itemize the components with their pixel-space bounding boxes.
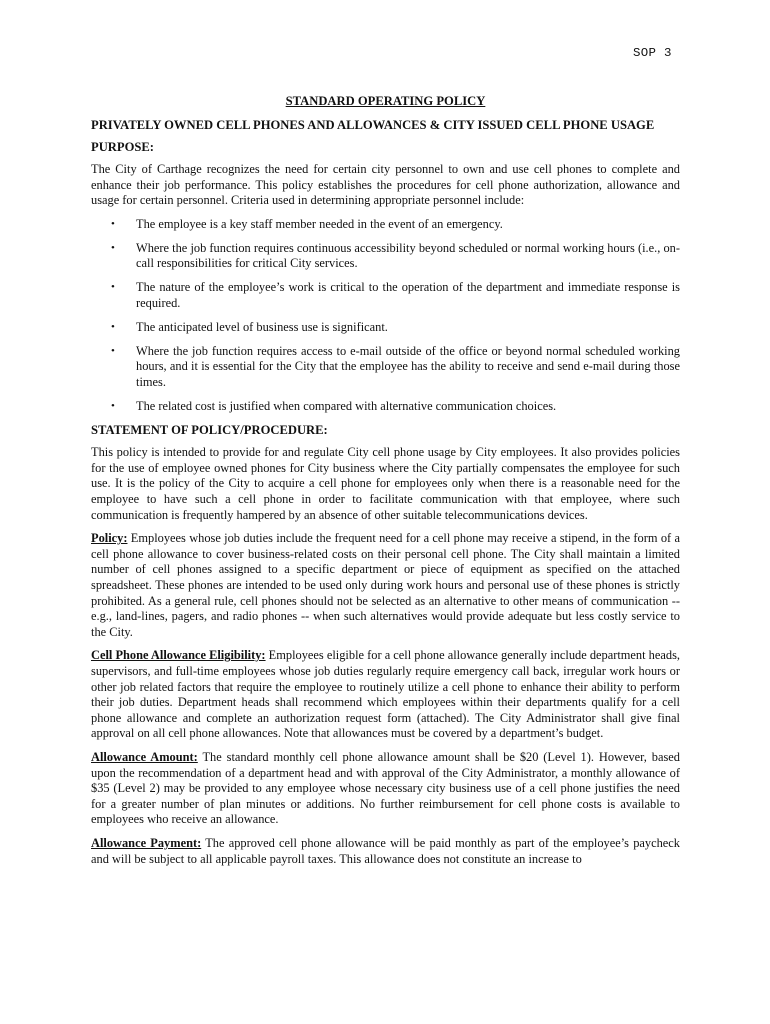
criteria-item xyxy=(91,217,680,233)
purpose-intro: The City of Carthage recognizes the need for certain city personnel to own and use cell phones to complete and enhance their job performance. This policy establishes the procedures for cell phone authorization, allowance and usage for certain personnel. Criteria used in determining appropriate personnel include: xyxy=(91,162,680,208)
criteria-item xyxy=(91,241,680,272)
bullet-icon: • xyxy=(111,217,115,230)
allowance-amount-section xyxy=(91,750,680,828)
policy-text: Employees whose job duties include the frequent need for a cell phone may receive a stipend, in the form of a cell phone allowance to cover business-related costs on their personal cell phone. The City shall maintain a limited number of cell phones assigned to a specific department or piece of equipment as specified on the attached spreadsheet. These phones are intended to be used only during work hours and personal use of these phones is strictly prohibited. As a general rule, cell phones should not be selected as an alternative to other means of communication -- e.g., land-lines, pagers, and radio phones -- when such alternatives would provide adequate but less costly service to the City. xyxy=(91,531,680,639)
criteria-item xyxy=(91,344,680,391)
criteria-item xyxy=(91,280,680,311)
statement-heading: STATEMENT OF POLICY/PROCEDURE: xyxy=(91,422,328,437)
document-body xyxy=(91,118,680,875)
allowance-amount-label: Allowance Amount: xyxy=(91,749,198,764)
eligibility-label: Cell Phone Allowance Eligibility: xyxy=(91,648,266,663)
criteria-text: The nature of the employee’s work is critical to the operation of the department and immediate response is required. xyxy=(136,280,680,310)
document-id: SOP 3 xyxy=(633,46,672,60)
document-page xyxy=(91,0,680,1024)
allowance-payment-text: The approved cell phone allowance will be paid monthly as part of the employee’s paycheck and will be subject to all applicable payroll taxes. This allowance does not constitute an increase to xyxy=(91,835,680,866)
allowance-amount-text: The standard monthly cell phone allowance amount shall be $20 (Level 1). However, based upon the recommendation of a department head and with approval of the City Administrator, a monthly allowance of $35 (Level 2) may be provided to any employee whose necessary city business use of a cell phone justifies the need for a greater number of plan minutes or additions. No further reimbursement for cell phone costs is available to employees who receive an allowance. xyxy=(91,749,680,827)
criteria-text: The employee is a key staff member needed in the event of an emergency. xyxy=(136,216,503,231)
criteria-list xyxy=(91,217,680,414)
bullet-icon: • xyxy=(111,344,115,357)
criteria-text: The anticipated level of business use is significant. xyxy=(136,319,388,334)
criteria-item xyxy=(91,399,680,415)
criteria-text: Where the job function requires continuous accessibility beyond scheduled or normal working hours (i.e., on-call responsibilities for critical City services. xyxy=(136,240,680,271)
document-subtitle: PRIVATELY OWNED CELL PHONES AND ALLOWANCES & CITY ISSUED CELL PHONE USAGE xyxy=(91,118,655,132)
criteria-text: The related cost is justified when compared with alternative communication choices. xyxy=(136,398,557,413)
eligibility-section xyxy=(91,648,680,742)
allowance-payment-label: Allowance Payment: xyxy=(91,835,202,850)
criteria-item xyxy=(91,320,680,336)
purpose-heading: PURPOSE: xyxy=(91,139,154,154)
statement-intro: This policy is intended to provide for and regulate City cell phone usage by City employees. It also provides policies for the use of employee owned phones for City business where the City partially compensates the employee for such use. It is the policy of the City to acquire a cell phone for employees only when there is a reasonable need for the employee to have such a cell phone in order to facilitate communication with that employee, where such communication is frequently hampered by an absence of other suitable telecommunications devices. xyxy=(91,445,680,522)
eligibility-text: Employees eligible for a cell phone allowance generally include department heads, supervisors, and full-time employees whose job duties regularly require emergency call back, irregular work hours or other job related factors that require the employee to routinely utilize a cell phone to enhance their ability to perform their job duties. Department heads shall recommend which employees within their departments qualify for a cell phone allowance and complete an authorization request form (attached). The City Administrator shall give final approval on all cell phone allowances. Note that allowances must be covered by a department’s budget. xyxy=(91,648,680,741)
policy-label: Policy: xyxy=(91,531,128,546)
bullet-icon: • xyxy=(111,241,115,254)
bullet-icon: • xyxy=(111,320,115,333)
policy-section xyxy=(91,531,680,640)
allowance-payment-section xyxy=(91,836,680,867)
bullet-icon: • xyxy=(111,281,115,294)
document-title: STANDARD OPERATING POLICY xyxy=(285,94,486,108)
criteria-text: Where the job function requires access to e-mail outside of the office or beyond normal scheduled working hours, and it is essential for the City that the employee has the ability to receive and send e-mail during those times. xyxy=(136,343,680,389)
bullet-icon: • xyxy=(111,399,115,412)
